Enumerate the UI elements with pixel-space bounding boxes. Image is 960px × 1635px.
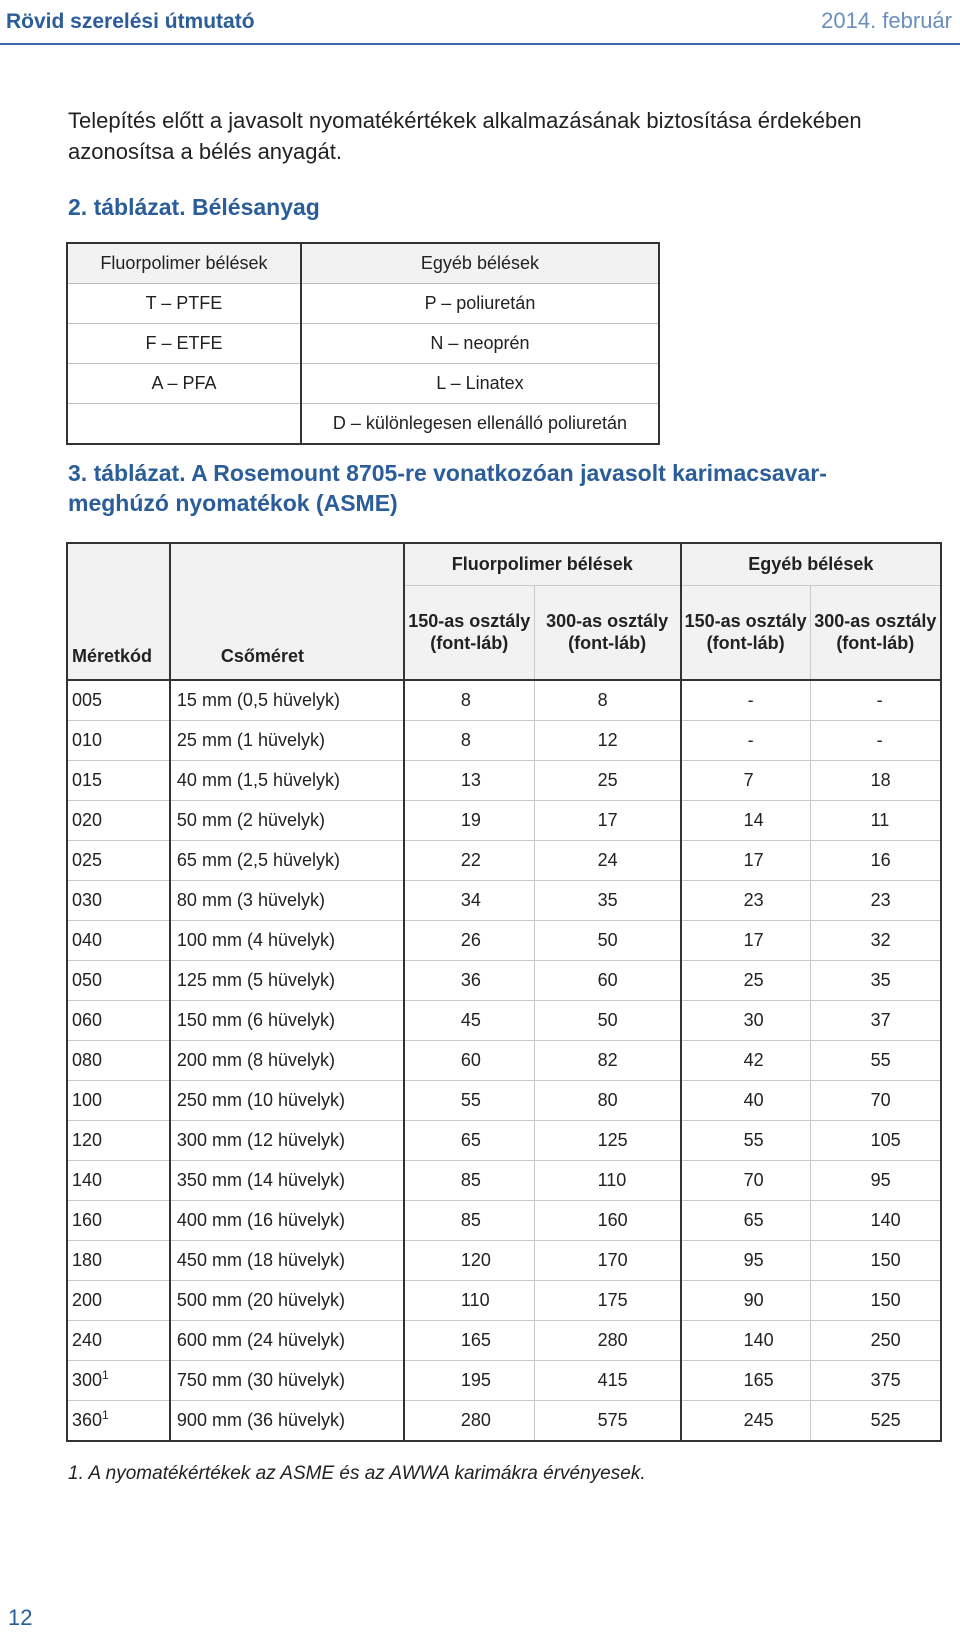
- pipe-size-cell: 150 mm (6 hüvelyk): [170, 1000, 404, 1040]
- fluoro-150-cell: 45: [404, 1000, 534, 1040]
- table-row: [67, 1240, 941, 1280]
- size-code-cell: [67, 920, 170, 960]
- group-header-fluoropolymer: Fluorpolimer bélések: [404, 543, 681, 586]
- page-header: [0, 0, 960, 44]
- page-number: 12: [8, 1605, 33, 1630]
- pipe-size-cell: 125 mm (5 hüvelyk): [170, 960, 404, 1000]
- size-code: 180: [72, 1249, 103, 1270]
- size-code-cell: [67, 720, 170, 760]
- other-150-cell: 245: [681, 1400, 810, 1441]
- table-cell: L – Linatex: [436, 373, 524, 393]
- fluoro-300-cell: 82: [534, 1040, 681, 1080]
- other-150-cell: 30: [681, 1000, 810, 1040]
- fluoro-150-cell: 19: [404, 800, 534, 840]
- column-header-size-code: [67, 543, 170, 680]
- table-row: [67, 364, 659, 404]
- size-code-cell: [67, 1240, 170, 1280]
- other-150-cell: 17: [681, 920, 810, 960]
- fluoro-300-cell: 280: [534, 1320, 681, 1360]
- torque-table-body: [67, 680, 941, 1441]
- other-300-cell: 16: [810, 840, 941, 880]
- table-row: [67, 1160, 941, 1200]
- size-code-cell: [67, 880, 170, 920]
- fluoro-150-cell: 60: [404, 1040, 534, 1080]
- fluoro-300-cell: 8: [534, 680, 681, 721]
- footnote-ref: 1: [102, 1407, 109, 1422]
- size-code-cell: [67, 960, 170, 1000]
- other-300-cell: -: [810, 720, 941, 760]
- pipe-size-cell: 400 mm (16 hüvelyk): [170, 1200, 404, 1240]
- fluoro-300-cell: 175: [534, 1280, 681, 1320]
- other-150-cell: 90: [681, 1280, 810, 1320]
- column-header: Fluorpolimer bélések: [67, 243, 301, 284]
- size-code-cell: [67, 680, 170, 721]
- size-code: 360: [72, 1409, 103, 1430]
- table-cell: A – PFA: [67, 364, 301, 404]
- other-300-cell: 105: [810, 1120, 941, 1160]
- pipe-size-cell: 65 mm (2,5 hüvelyk): [170, 840, 404, 880]
- table-cell: T – PTFE: [67, 284, 301, 324]
- size-code-cell: [67, 1360, 170, 1400]
- table2-caption: 2. táblázat. Bélésanyag: [68, 194, 320, 220]
- other-150-cell: 165: [681, 1360, 810, 1400]
- other-300-cell: 150: [810, 1240, 941, 1280]
- size-code: 240: [72, 1329, 103, 1350]
- table-cell: [67, 404, 301, 445]
- table-cell: D – különlegesen ellenálló poliuretán: [332, 413, 628, 433]
- header-rule: [0, 43, 960, 45]
- size-code: 020: [72, 809, 103, 830]
- size-code: 010: [72, 729, 103, 750]
- size-code-cell: [67, 1000, 170, 1040]
- pipe-size-cell: 750 mm (30 hüvelyk): [170, 1360, 404, 1400]
- other-300-cell: 250: [810, 1320, 941, 1360]
- column-header: Egyéb bélések: [301, 243, 659, 284]
- table-row: [67, 800, 941, 840]
- fluoro-150-cell: 26: [404, 920, 534, 960]
- pipe-size-cell: 200 mm (8 hüvelyk): [170, 1040, 404, 1080]
- other-150-cell: 55: [681, 1120, 810, 1160]
- other-150-cell: 7: [681, 760, 810, 800]
- intro-paragraph: Telepítés előtt a javasolt nyomatékértékek alkalmazásának biztosítása érdekében azonosítsa a bélés anyagát.: [68, 108, 862, 164]
- table-cell: F – ETFE: [67, 324, 301, 364]
- fluoro-150-cell: 280: [404, 1400, 534, 1441]
- other-150-cell: -: [681, 680, 810, 721]
- other-300-cell: 525: [810, 1400, 941, 1441]
- other-300-cell: 140: [810, 1200, 941, 1240]
- column-header-other-150: [681, 586, 810, 680]
- table-row: [67, 1400, 941, 1441]
- pipe-size-cell: 100 mm (4 hüvelyk): [170, 920, 404, 960]
- size-code: 060: [72, 1009, 103, 1030]
- size-code-cell: [67, 1320, 170, 1360]
- other-150-cell: 14: [681, 800, 810, 840]
- table3-caption: 3. táblázat. A Rosemount 8705-re vonatkozóan javasolt karimacsavar-meghúzó nyomatékok (ASME): [68, 460, 827, 516]
- column-header-label: 300-as osztály (font-láb): [546, 611, 669, 654]
- table-header-row: [67, 243, 659, 284]
- other-150-cell: 65: [681, 1200, 810, 1240]
- size-code-cell: [67, 1200, 170, 1240]
- other-150-cell: 95: [681, 1240, 810, 1280]
- other-300-cell: 23: [810, 880, 941, 920]
- size-code: 100: [72, 1089, 103, 1110]
- size-code-cell: [67, 1280, 170, 1320]
- fluoro-300-cell: 50: [534, 920, 681, 960]
- fluoro-300-cell: 110: [534, 1160, 681, 1200]
- other-150-cell: 70: [681, 1160, 810, 1200]
- table-row: [67, 1320, 941, 1360]
- fluoro-150-cell: 55: [404, 1080, 534, 1120]
- pipe-size-cell: 250 mm (10 hüvelyk): [170, 1080, 404, 1120]
- other-300-cell: 55: [810, 1040, 941, 1080]
- fluoro-150-cell: 22: [404, 840, 534, 880]
- pipe-size-cell: 80 mm (3 hüvelyk): [170, 880, 404, 920]
- size-code: 140: [72, 1169, 103, 1190]
- pipe-size-cell: 40 mm (1,5 hüvelyk): [170, 760, 404, 800]
- size-code: 080: [72, 1049, 103, 1070]
- table-row: [67, 1000, 941, 1040]
- document-date: 2014. február: [821, 8, 952, 33]
- size-code-cell: [67, 1160, 170, 1200]
- fluoro-300-cell: 575: [534, 1400, 681, 1441]
- size-code-cell: [67, 1120, 170, 1160]
- pipe-size-cell: 15 mm (0,5 hüvelyk): [170, 680, 404, 721]
- table-row: [67, 1080, 941, 1120]
- column-header-label: Méretkód: [72, 645, 153, 666]
- column-header-label: 300-as osztály (font-láb): [814, 611, 937, 654]
- pipe-size-cell: 300 mm (12 hüvelyk): [170, 1120, 404, 1160]
- other-150-cell: -: [681, 720, 810, 760]
- footnote: 1. A nyomatékértékek az ASME és az AWWA karimákra érvényesek.: [68, 1463, 646, 1484]
- pipe-size-cell: 600 mm (24 hüvelyk): [170, 1320, 404, 1360]
- other-300-cell: 11: [810, 800, 941, 840]
- table-row: [67, 404, 659, 445]
- other-150-cell: 40: [681, 1080, 810, 1120]
- table-row: [67, 1120, 941, 1160]
- fluoro-150-cell: 8: [404, 720, 534, 760]
- pipe-size-cell: 50 mm (2 hüvelyk): [170, 800, 404, 840]
- size-code: 015: [72, 769, 103, 790]
- size-code: 300: [72, 1369, 103, 1390]
- size-code: 200: [72, 1289, 103, 1310]
- table-row: [67, 840, 941, 880]
- group-header-other: Egyéb bélések: [681, 543, 941, 586]
- other-300-cell: 35: [810, 960, 941, 1000]
- table-row: [67, 284, 659, 324]
- document-title: Rövid szerelési útmutató: [6, 10, 255, 33]
- table-row: [67, 760, 941, 800]
- fluoro-150-cell: 195: [404, 1360, 534, 1400]
- table-row: [67, 680, 941, 721]
- table-row: [67, 920, 941, 960]
- fluoro-150-cell: 85: [404, 1160, 534, 1200]
- table-cell: P – poliuretán: [424, 293, 536, 313]
- size-code-cell: [67, 1400, 170, 1441]
- fluoro-300-cell: 125: [534, 1120, 681, 1160]
- fluoro-300-cell: 50: [534, 1000, 681, 1040]
- table-row: [67, 720, 941, 760]
- size-code: 025: [72, 849, 103, 870]
- pipe-size-cell: 450 mm (18 hüvelyk): [170, 1240, 404, 1280]
- table-row: [67, 1360, 941, 1400]
- fluoro-150-cell: 8: [404, 680, 534, 721]
- column-header-fluoro-150: [404, 586, 534, 680]
- fluoro-300-cell: 35: [534, 880, 681, 920]
- table-row: [67, 1280, 941, 1320]
- table-row: [67, 1040, 941, 1080]
- pipe-size-cell: 900 mm (36 hüvelyk): [170, 1400, 404, 1441]
- group-header-row: [67, 543, 941, 586]
- footnote-ref: 1: [102, 1367, 109, 1382]
- size-code-cell: [67, 840, 170, 880]
- other-300-cell: 375: [810, 1360, 941, 1400]
- fluoro-300-cell: 170: [534, 1240, 681, 1280]
- size-code: 005: [72, 689, 103, 710]
- fluoro-300-cell: 12: [534, 720, 681, 760]
- fluoro-300-cell: 415: [534, 1360, 681, 1400]
- other-150-cell: 23: [681, 880, 810, 920]
- fluoro-150-cell: 120: [404, 1240, 534, 1280]
- fluoro-150-cell: 34: [404, 880, 534, 920]
- column-header-label: Csőméret: [220, 645, 304, 666]
- pipe-size-cell: 25 mm (1 hüvelyk): [170, 720, 404, 760]
- size-code-cell: [67, 760, 170, 800]
- fluoro-300-cell: 160: [534, 1200, 681, 1240]
- column-header-fluoro-300: [534, 586, 681, 680]
- size-code: 030: [72, 889, 103, 910]
- pipe-size-cell: 350 mm (14 hüvelyk): [170, 1160, 404, 1200]
- other-300-cell: 18: [810, 760, 941, 800]
- size-code: 040: [72, 929, 103, 950]
- fluoro-300-cell: 60: [534, 960, 681, 1000]
- other-150-cell: 140: [681, 1320, 810, 1360]
- table-row: [67, 880, 941, 920]
- size-code: 160: [72, 1209, 103, 1230]
- other-300-cell: 32: [810, 920, 941, 960]
- size-code-cell: [67, 1080, 170, 1120]
- size-code-cell: [67, 1040, 170, 1080]
- torque-table: [66, 542, 942, 1442]
- fluoro-300-cell: 80: [534, 1080, 681, 1120]
- fluoro-150-cell: 36: [404, 960, 534, 1000]
- column-header-other-300: [810, 586, 941, 680]
- size-code: 120: [72, 1129, 103, 1150]
- fluoro-300-cell: 17: [534, 800, 681, 840]
- other-300-cell: 95: [810, 1160, 941, 1200]
- table-row: [67, 960, 941, 1000]
- fluoro-150-cell: 13: [404, 760, 534, 800]
- other-150-cell: 42: [681, 1040, 810, 1080]
- other-300-cell: -: [810, 680, 941, 721]
- fluoro-150-cell: 65: [404, 1120, 534, 1160]
- other-150-cell: 25: [681, 960, 810, 1000]
- fluoro-150-cell: 85: [404, 1200, 534, 1240]
- table-row: [67, 1200, 941, 1240]
- other-300-cell: 150: [810, 1280, 941, 1320]
- size-code-cell: [67, 800, 170, 840]
- size-code: 050: [72, 969, 103, 990]
- other-300-cell: 37: [810, 1000, 941, 1040]
- table-row: [67, 324, 659, 364]
- fluoro-150-cell: 165: [404, 1320, 534, 1360]
- column-header-label: 150-as osztály (font-láb): [408, 611, 531, 654]
- pipe-size-cell: 500 mm (20 hüvelyk): [170, 1280, 404, 1320]
- fluoro-300-cell: 25: [534, 760, 681, 800]
- lining-material-table: [66, 242, 660, 445]
- fluoro-150-cell: 110: [404, 1280, 534, 1320]
- column-header-pipe-size: [170, 543, 404, 680]
- other-300-cell: 70: [810, 1080, 941, 1120]
- fluoro-300-cell: 24: [534, 840, 681, 880]
- other-150-cell: 17: [681, 840, 810, 880]
- column-header-label: 150-as osztály (font-láb): [684, 611, 807, 654]
- table-cell: N – neoprén: [430, 333, 530, 353]
